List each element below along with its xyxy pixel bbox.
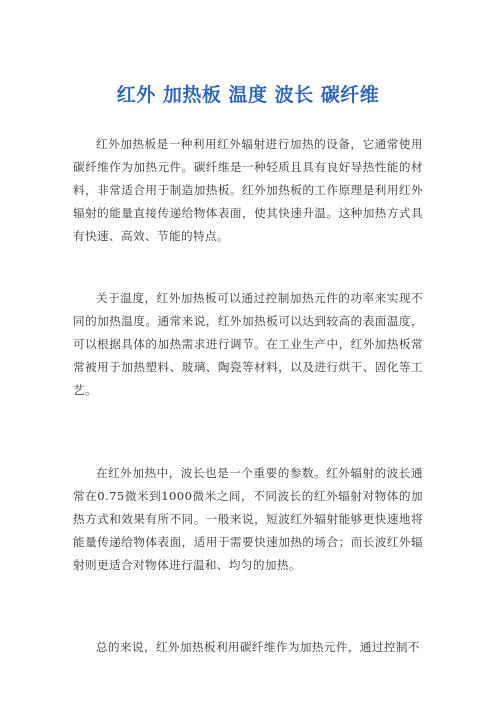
- paragraph-temperature: 关于温度，红外加热板可以通过控制加热元件的功率来实现不同的加热温度。通常来说，红外加热板可以达到较高的表面温度，可以根据具体的加热需求进行调节。在工业生产中，红外加热板常常被用于加热塑料、玻璃、陶瓷等材料，以及进行烘干、固化等工艺。: [73, 291, 423, 397]
- paragraph-intro: 红外加热板是一种利用红外辐射进行加热的设备，它通常使用碳纤维作为加热元件。碳纤维是一种轻质且具有良好导热性能的材料，非常适合用于制造加热板。红外加热板的工作原理是利用红外辐射的能量直接传递给物体表面，使其快速升温。这种加热方式具有快速、高效、节能的特点。: [73, 137, 423, 243]
- paragraph-summary: 总的来说，红外加热板利用碳纤维作为加热元件，通过控制不: [96, 640, 420, 654]
- document-title: 红外 加热板 温度 波长 碳纤维: [116, 84, 380, 106]
- paragraph-wavelength: 在红外加热中，波长也是一个重要的参数。红外辐射的波长通常在0.75微米到1000微米之间，不同波长的红外辐射对物体的加热方式和效果有所不同。一般来说，短波红外辐射能够更快速地将能量传递给物体表面，适用于需要快速加热的场合；而长波红外辐射则更适合对物体进行温和、均匀的加热。: [73, 466, 423, 572]
